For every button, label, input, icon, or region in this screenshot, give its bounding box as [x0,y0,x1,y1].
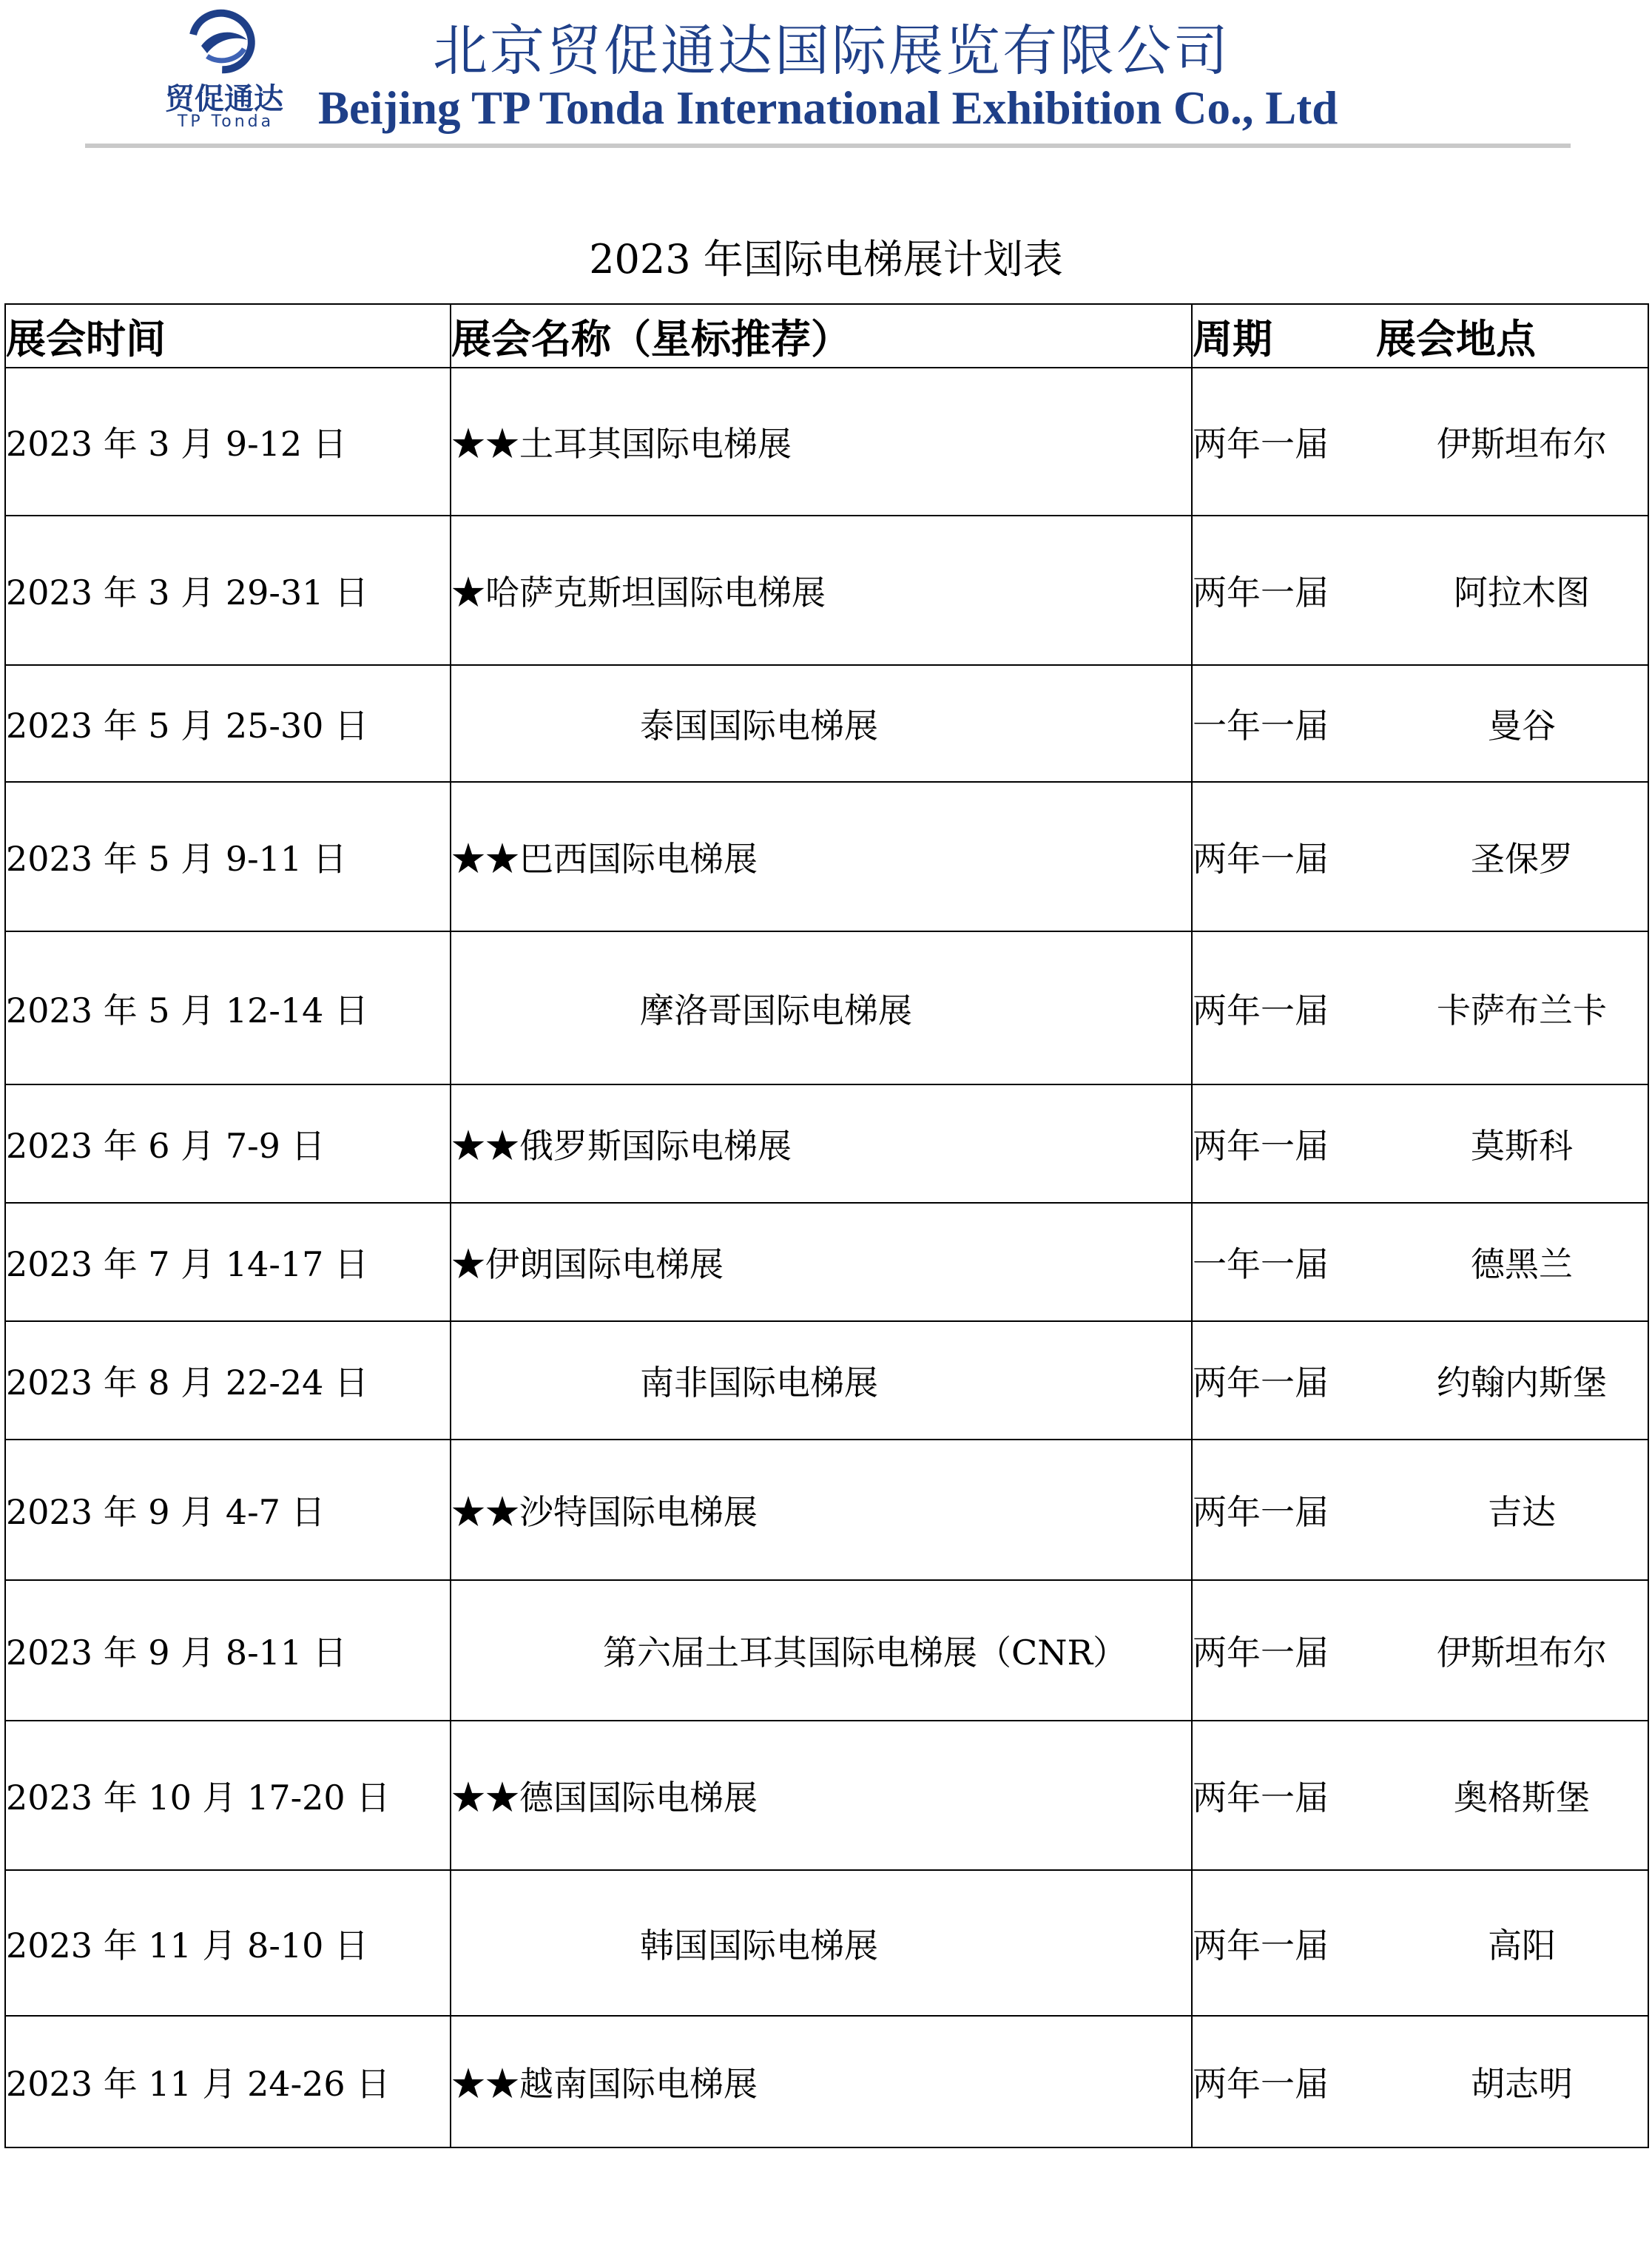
cell-cycle: 两年一届 [1193,1492,1329,1532]
cell-exhibition-name: ★★越南国际电梯展 [451,2016,1192,2147]
cell-date: 2023 年 8 月 22-24 日 [5,1321,451,1440]
cell-exhibition-name: ★★沙特国际电梯展 [451,1440,1192,1580]
cell-location: 卡萨布兰卡 [1437,990,1607,1030]
table-row [5,1084,1648,1203]
cell-date: 2023 年 10 月 17-20 日 [5,1721,451,1870]
company-name-english: Beijing TP Tonda International Exhibition Co., Ltd [318,82,1338,134]
table-row [5,782,1648,931]
cell-exhibition-name: 南非国际电梯展 [451,1321,1192,1440]
cell-exhibition-name: ★★巴西国际电梯展 [451,782,1192,931]
cell-location: 吉达 [1488,1492,1556,1532]
table-row [5,1321,1648,1440]
cell-exhibition-name: 泰国国际电梯展 [451,665,1192,782]
cell-date: 2023 年 5 月 12-14 日 [5,931,451,1084]
cell-cycle: 两年一届 [1193,573,1329,613]
cell-date: 2023 年 3 月 9-12 日 [5,368,451,516]
table-row [5,516,1648,665]
cell-exhibition-name: 摩洛哥国际电梯展 [451,931,1192,1084]
cell-cycle-location [1192,931,1648,1084]
cell-location: 约翰内斯堡 [1437,1363,1607,1403]
cell-date: 2023 年 9 月 8-11 日 [5,1580,451,1721]
table-row [5,1440,1648,1580]
table-row [5,665,1648,782]
cell-location: 胡志明 [1471,2064,1573,2104]
cell-cycle-location [1192,1084,1648,1203]
cell-cycle-location [1192,2016,1648,2147]
cell-cycle-location [1192,516,1648,665]
table-row [5,1203,1648,1321]
cell-location: 阿拉木图 [1454,573,1590,613]
header-date: 展会时间 [5,304,451,368]
header-cycle: 周期 [1193,314,1272,362]
cell-cycle: 两年一届 [1193,1925,1329,1965]
cell-cycle: 两年一届 [1193,1633,1329,1673]
cell-location: 德黑兰 [1471,1244,1573,1284]
table-row [5,1721,1648,1870]
cell-date: 2023 年 7 月 14-17 日 [5,1203,451,1321]
cell-location: 奥格斯堡 [1454,1778,1590,1818]
cell-exhibition-name: ★伊朗国际电梯展 [451,1203,1192,1321]
cell-cycle: 两年一届 [1193,839,1329,879]
cell-location: 伊斯坦布尔 [1437,1633,1607,1673]
cell-cycle-location [1192,665,1648,782]
cell-date: 2023 年 6 月 7-9 日 [5,1084,451,1203]
cell-exhibition-name: 韩国国际电梯展 [451,1870,1192,2016]
cell-location: 圣保罗 [1471,839,1573,879]
cell-date: 2023 年 5 月 9-11 日 [5,782,451,931]
cell-location: 曼谷 [1488,706,1556,746]
cell-date: 2023 年 3 月 29-31 日 [5,516,451,665]
cell-cycle-location [1192,1870,1648,2016]
logo-english-text: TP Tonda [177,112,274,131]
table-row [5,1870,1648,2016]
cell-cycle: 两年一届 [1193,1778,1329,1818]
exhibition-schedule-table [4,303,1649,2148]
cell-cycle: 一年一届 [1193,706,1329,746]
header-divider [85,144,1571,148]
cell-exhibition-name: ★★土耳其国际电梯展 [451,368,1192,516]
cell-cycle: 两年一届 [1193,990,1329,1030]
cell-cycle: 两年一届 [1193,424,1329,464]
cell-cycle-location [1192,1721,1648,1870]
cell-location: 伊斯坦布尔 [1437,424,1607,464]
cell-cycle-location [1192,1203,1648,1321]
cell-cycle-location [1192,782,1648,931]
cell-cycle-location [1192,368,1648,516]
table-row [5,931,1648,1084]
logo-chinese-text: 贸促通达 [165,82,283,116]
swirl-logo-icon [185,7,259,78]
cell-cycle: 两年一届 [1193,1126,1329,1166]
document-title: 2023 年国际电梯展计划表 [589,236,1063,283]
cell-exhibition-name: 第六届土耳其国际电梯展（CNR） [451,1580,1192,1721]
company-logo [148,7,296,133]
company-name-chinese: 北京贸促通达国际展览有限公司 [433,19,1230,83]
header-name: 展会名称（星标推荐） [451,304,1192,368]
table-row [5,2016,1648,2147]
table-header-row [5,304,1648,368]
cell-cycle-location [1192,1580,1648,1721]
table-row [5,368,1648,516]
cell-date: 2023 年 5 月 25-30 日 [5,665,451,782]
cell-location: 高阳 [1488,1925,1556,1965]
cell-exhibition-name: ★★俄罗斯国际电梯展 [451,1084,1192,1203]
cell-cycle-location [1192,1321,1648,1440]
cell-cycle: 一年一届 [1193,1244,1329,1284]
table-row [5,1580,1648,1721]
cell-date: 2023 年 11 月 24-26 日 [5,2016,451,2147]
header-cycle-location [1192,304,1648,368]
cell-cycle: 两年一届 [1193,1363,1329,1403]
cell-exhibition-name: ★★德国国际电梯展 [451,1721,1192,1870]
header-location: 展会地点 [1376,314,1536,362]
cell-cycle-location [1192,1440,1648,1580]
cell-exhibition-name: ★哈萨克斯坦国际电梯展 [451,516,1192,665]
cell-date: 2023 年 9 月 4-7 日 [5,1440,451,1580]
cell-location: 莫斯科 [1471,1126,1573,1166]
cell-cycle: 两年一届 [1193,2064,1329,2104]
cell-date: 2023 年 11 月 8-10 日 [5,1870,451,2016]
